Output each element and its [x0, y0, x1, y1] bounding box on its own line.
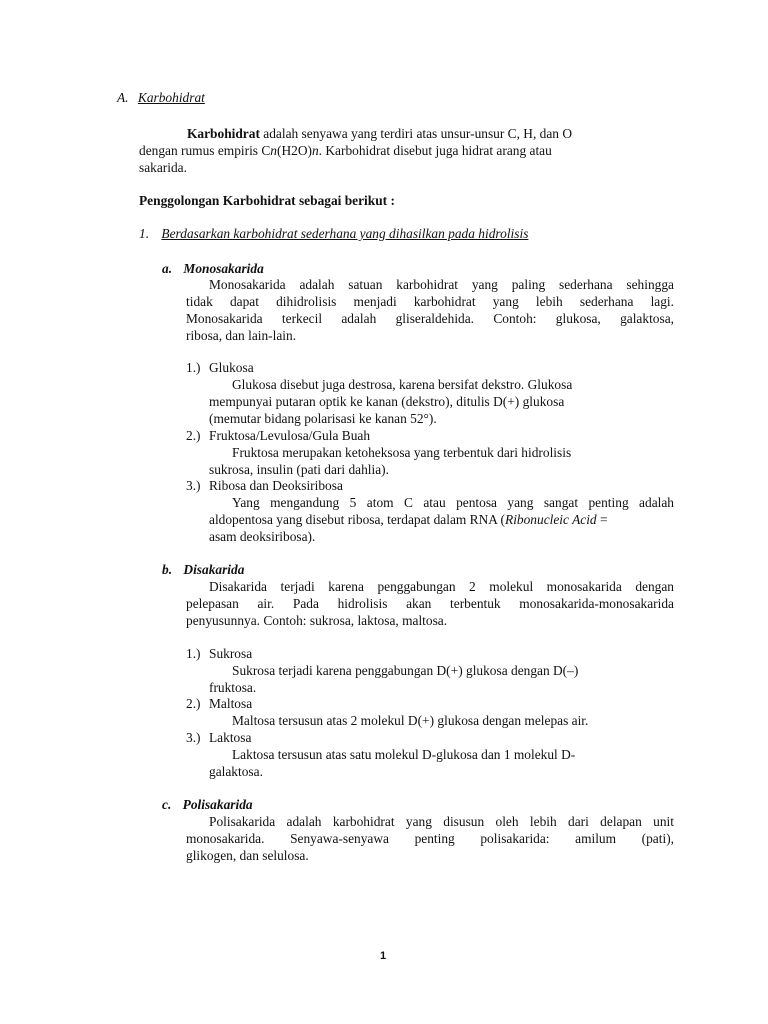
intro-formula-n2: n	[311, 143, 319, 158]
poli-line-1: Polisakarida adalah karbohidrat yang disusun oleh lebih dari delapan unit	[209, 814, 674, 829]
criterion-number: 1.	[139, 226, 150, 241]
mono-line-1: Monosakarida adalah satuan karbohidrat yang paling sederhana sehingga	[209, 277, 674, 292]
di-item-text: Maltosa tersusun atas 2 molekul D(+) glukosa dengan melepas air.	[232, 713, 589, 728]
mono-item-text: mempunyai putaran optik ke kanan (dekstro), ditulis D(+) glukosa	[209, 394, 565, 409]
di-item-text: fruktosa.	[209, 680, 257, 695]
criterion-heading	[139, 225, 528, 242]
intro-line-2-c: . Karbohidrat disebut juga hidrat arang atau	[318, 143, 552, 158]
di-letter: b.	[162, 562, 173, 577]
section-heading	[117, 89, 205, 106]
poli-line-3: glikogen, dan selulosa.	[186, 848, 309, 863]
mono-item-text: Glukosa disebut juga destrosa, karena bersifat dekstro. Glukosa	[232, 377, 573, 392]
di-item-num: 3.)	[186, 730, 201, 745]
intro-formula-h2o: (H2O)	[277, 143, 312, 158]
mono-item-text: sukrosa, insulin (pati dari dahlia).	[209, 462, 389, 477]
di-item-num: 2.)	[186, 696, 201, 711]
intro-line-3: sakarida.	[139, 160, 187, 175]
intro-line-1-text: adalah senyawa yang terdiri atas unsur-unsur C, H, dan O	[259, 126, 573, 141]
mono-item-text: Yang mengandung 5 atom C atau pentosa yang sangat penting adalah	[232, 495, 674, 510]
mono-line-2: tidak dapat dihidrolisis menjadi karbohidrat yang lebih sederhana lagi.	[186, 294, 674, 309]
ribosa-line-2-b: =	[596, 512, 608, 527]
di-item-title: Laktosa	[209, 730, 252, 745]
mono-item-text	[209, 511, 608, 528]
mono-line-4: ribosa, dan lain-lain.	[186, 328, 297, 343]
di-line-2: pelepasan air. Pada hidrolisis akan terbentuk monosakarida-monosakarida	[186, 596, 674, 611]
mono-letter: a.	[162, 261, 173, 276]
intro-line-2-a: dengan rumus empiris C	[139, 143, 271, 158]
section-title: Karbohidrat	[137, 90, 205, 105]
di-line-1: Disakarida terjadi karena penggabungan 2 molekul monosakarida dengan	[209, 579, 674, 594]
di-item-title: Sukrosa	[209, 646, 253, 661]
di-item-num: 1.)	[186, 646, 201, 661]
poli-heading	[162, 796, 253, 813]
intro-line-2	[139, 142, 552, 159]
mono-item-title: Ribosa dan Deoksiribosa	[209, 478, 343, 493]
ribosa-line-2-a: aldopentosa yang disebut ribosa, terdapat dalam RNA (	[209, 512, 506, 527]
mono-item-text: (memutar bidang polarisasi ke kanan 52°).	[209, 411, 437, 426]
section-letter: A.	[117, 90, 129, 105]
intro-bold-term: Karbohidrat	[187, 126, 260, 141]
mono-item-num: 1.)	[186, 360, 201, 375]
poli-title: Polisakarida	[182, 797, 253, 812]
classification-heading: Penggolongan Karbohidrat sebagai berikut :	[139, 193, 395, 208]
di-item-text: galaktosa.	[209, 764, 263, 779]
mono-line-3: Monosakarida terkecil adalah gliseraldehida. Contoh: glukosa, galaktosa,	[186, 311, 674, 326]
criterion-title: Berdasarkan karbohidrat sederhana yang dihasilkan pada hidrolisis	[161, 226, 529, 241]
poli-line-2: monosakarida. Senyawa-senyawa penting polisakarida: amilum (pati),	[186, 831, 674, 846]
intro-line-1	[187, 125, 572, 142]
mono-item-text: asam deoksiribosa).	[209, 529, 316, 544]
mono-item-title: Glukosa	[209, 360, 254, 375]
intro-formula-n1: n	[270, 143, 277, 158]
di-item-text: Laktosa tersusun atas satu molekul D-glukosa dan 1 molekul D-	[232, 747, 576, 762]
poli-letter: c.	[162, 797, 172, 812]
di-heading	[162, 561, 244, 578]
mono-heading	[162, 260, 264, 277]
mono-item-num: 3.)	[186, 478, 201, 493]
di-line-3: penyusunnya. Contoh: sukrosa, laktosa, maltosa.	[186, 613, 448, 628]
ribonucleic-acid-term: Ribonucleic Acid	[505, 512, 597, 527]
mono-item-num: 2.)	[186, 428, 201, 443]
di-item-text: Sukrosa terjadi karena penggabungan D(+) glukosa dengan D(–)	[232, 663, 579, 678]
di-title: Disakarida	[183, 562, 245, 577]
page-number: 1	[380, 950, 387, 962]
mono-item-title: Fruktosa/Levulosa/Gula Buah	[209, 428, 371, 443]
mono-item-text: Fruktosa merupakan ketoheksosa yang terbentuk dari hidrolisis	[232, 445, 572, 460]
di-item-title: Maltosa	[209, 696, 253, 711]
mono-title: Monosakarida	[183, 261, 264, 276]
